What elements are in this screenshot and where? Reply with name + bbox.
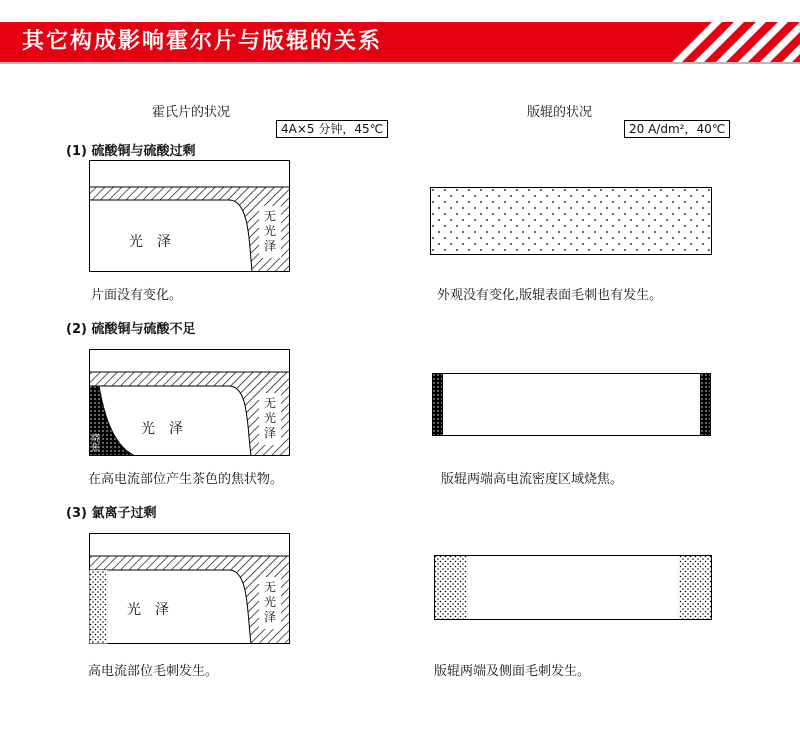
gloss-label: 光 泽 xyxy=(129,234,171,250)
burn-label: 烧 xyxy=(91,434,101,444)
banner-stripes xyxy=(650,22,800,62)
section-2-right-caption: 版辊两端高电流密度区域烧焦。 xyxy=(441,472,624,487)
svg-text:泽: 泽 xyxy=(264,610,277,624)
header-divider xyxy=(0,62,800,64)
roller-1 xyxy=(430,187,713,256)
svg-text:焦: 焦 xyxy=(91,444,101,454)
section-3-left-caption: 高电流部位毛刺发生。 xyxy=(88,664,219,679)
svg-text:光: 光 xyxy=(264,224,277,238)
svg-text:泽: 泽 xyxy=(264,426,277,440)
hull-cell-panel-3 xyxy=(89,533,291,645)
right-condition-box: 20 A/dm²，40℃ xyxy=(624,120,730,138)
no-gloss-label: 无 xyxy=(264,209,277,223)
svg-text:光 泽: 光 泽 xyxy=(141,421,183,437)
section-1-left-caption: 片面没有变化。 xyxy=(91,288,183,303)
hull-cell-panel-1 xyxy=(89,160,291,273)
left-column-heading: 霍氏片的状况 xyxy=(152,105,231,120)
svg-text:光 泽: 光 泽 xyxy=(127,602,169,618)
roller-2 xyxy=(432,373,712,437)
section-1-title: (1) 硫酸铜与硫酸过剩 xyxy=(66,144,196,159)
svg-text:光: 光 xyxy=(264,595,277,609)
roller-3 xyxy=(434,555,713,621)
left-condition-box: 4A×5 分钟，45℃ xyxy=(276,120,388,138)
section-2-title: (2) 硫酸铜与硫酸不足 xyxy=(66,322,196,337)
right-column-heading: 版辊的状况 xyxy=(527,105,593,120)
section-1-right-caption: 外观没有变化,版辊表面毛刺也有发生。 xyxy=(437,288,663,303)
svg-text:光: 光 xyxy=(264,411,277,425)
title-banner xyxy=(0,22,800,62)
page-title: 其它构成影响霍尔片与版辊的关系 xyxy=(22,29,383,54)
section-2-left-caption: 在高电流部位产生茶色的焦状物。 xyxy=(88,472,284,487)
section-3-title: (3) 氯离子过剩 xyxy=(66,506,157,521)
svg-text:无: 无 xyxy=(264,580,277,594)
svg-text:泽: 泽 xyxy=(264,239,277,253)
svg-text:无: 无 xyxy=(264,396,277,410)
hull-cell-panel-2 xyxy=(89,349,291,457)
section-3-right-caption: 版辊两端及侧面毛刺发生。 xyxy=(434,664,591,679)
